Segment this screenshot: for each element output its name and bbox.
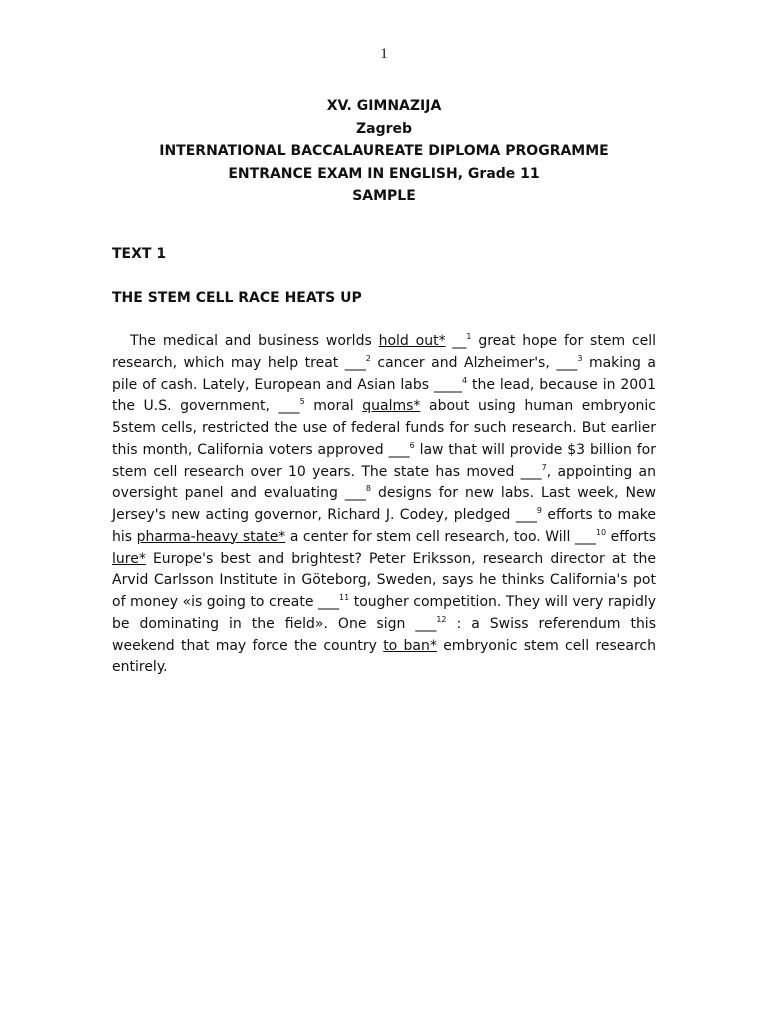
passage-text-segment: the lead, because in 2001 the U.S. government, ___ [112, 376, 656, 415]
passage-text-segment: moral [304, 398, 363, 415]
gap-number: 5 [299, 397, 305, 407]
passage-text-segment: a center for stem cell research, too. Will ___ [285, 528, 596, 545]
passage-text-segment: The medical and business worlds [130, 333, 379, 349]
passage-text-segment: , appointing an oversight panel and evaluating ___ [112, 463, 656, 502]
glossary-term: qualms* [362, 398, 421, 415]
glossary-term: hold out* [378, 333, 446, 349]
passage-text-segment: tougher competition. They will very rapidly be dominating in the field». One sign ___ [112, 594, 656, 632]
gap-number: 4 [461, 375, 468, 385]
gap-number: 3 [577, 353, 583, 363]
passage-text-segment: cancer and Alzheimer's, ___ [370, 354, 578, 371]
city: Zagreb [355, 120, 413, 137]
gap-number: 9 [536, 506, 542, 515]
gap-number: 12 [436, 614, 447, 624]
gap-number: 7 [541, 462, 547, 472]
gap-number: 11 [338, 593, 350, 602]
passage-text-segment: efforts [606, 528, 656, 545]
document-header [0, 95, 768, 208]
passage-text-segment: making a pile of cash. Lately, European and Asian labs ____ [112, 354, 657, 393]
passage-text-segment: efforts to make his [112, 507, 656, 545]
gap-number: 1 [466, 332, 472, 341]
page-number: 1 [380, 46, 388, 62]
passage-text [112, 331, 656, 679]
passage-text-segment: Europe's best and brightest? Peter Eriksson, research director at the Arvid Carlsson Institute in Göteborg, Sweden, says he thinks California's pot of money «is going to create ___ [112, 550, 656, 610]
passage-text-segment: about using human embryonic 5stem cells, restricted the use of federal funds for such research. But earlier this month, California voters approved ___ [112, 398, 656, 458]
glossary-term: lure* [112, 550, 146, 567]
school-name: XV. GIMNAZIJA [326, 98, 442, 114]
glossary-term: pharma-heavy state* [136, 528, 286, 545]
passage-text-segment: __ [445, 333, 467, 349]
gap-number: 10 [595, 527, 607, 537]
passage-text-segment: embryonic stem cell research entirely. [112, 637, 657, 676]
gap-number: 6 [409, 440, 415, 450]
article-title: THE STEM CELL RACE HEATS UP [112, 290, 362, 306]
sample-label: SAMPLE [352, 188, 416, 204]
passage-text-segment: : a Swiss referendum this weekend that may force the country [112, 615, 656, 654]
gap-number: 8 [365, 484, 371, 494]
glossary-term: to ban* [383, 637, 437, 654]
programme-name: INTERNATIONAL BACCALAUREATE DIPLOMA PROGRAMME [159, 143, 609, 159]
passage-text-segment: great hope for stem cell research, which may help treat ___ [112, 333, 657, 371]
passage-text-segment: law that will provide $3 billion for stem cell research over 10 years. The state has moved ___ [112, 441, 656, 480]
exam-name: ENTRANCE EXAM IN ENGLISH, Grade 11 [228, 165, 540, 182]
passage-text-segment: designs for new labs. Last week, New Jersey's new acting governor, Richard J. Codey, pledged ___ [112, 485, 657, 523]
gap-number: 2 [365, 353, 371, 363]
section-label: TEXT 1 [112, 246, 167, 262]
